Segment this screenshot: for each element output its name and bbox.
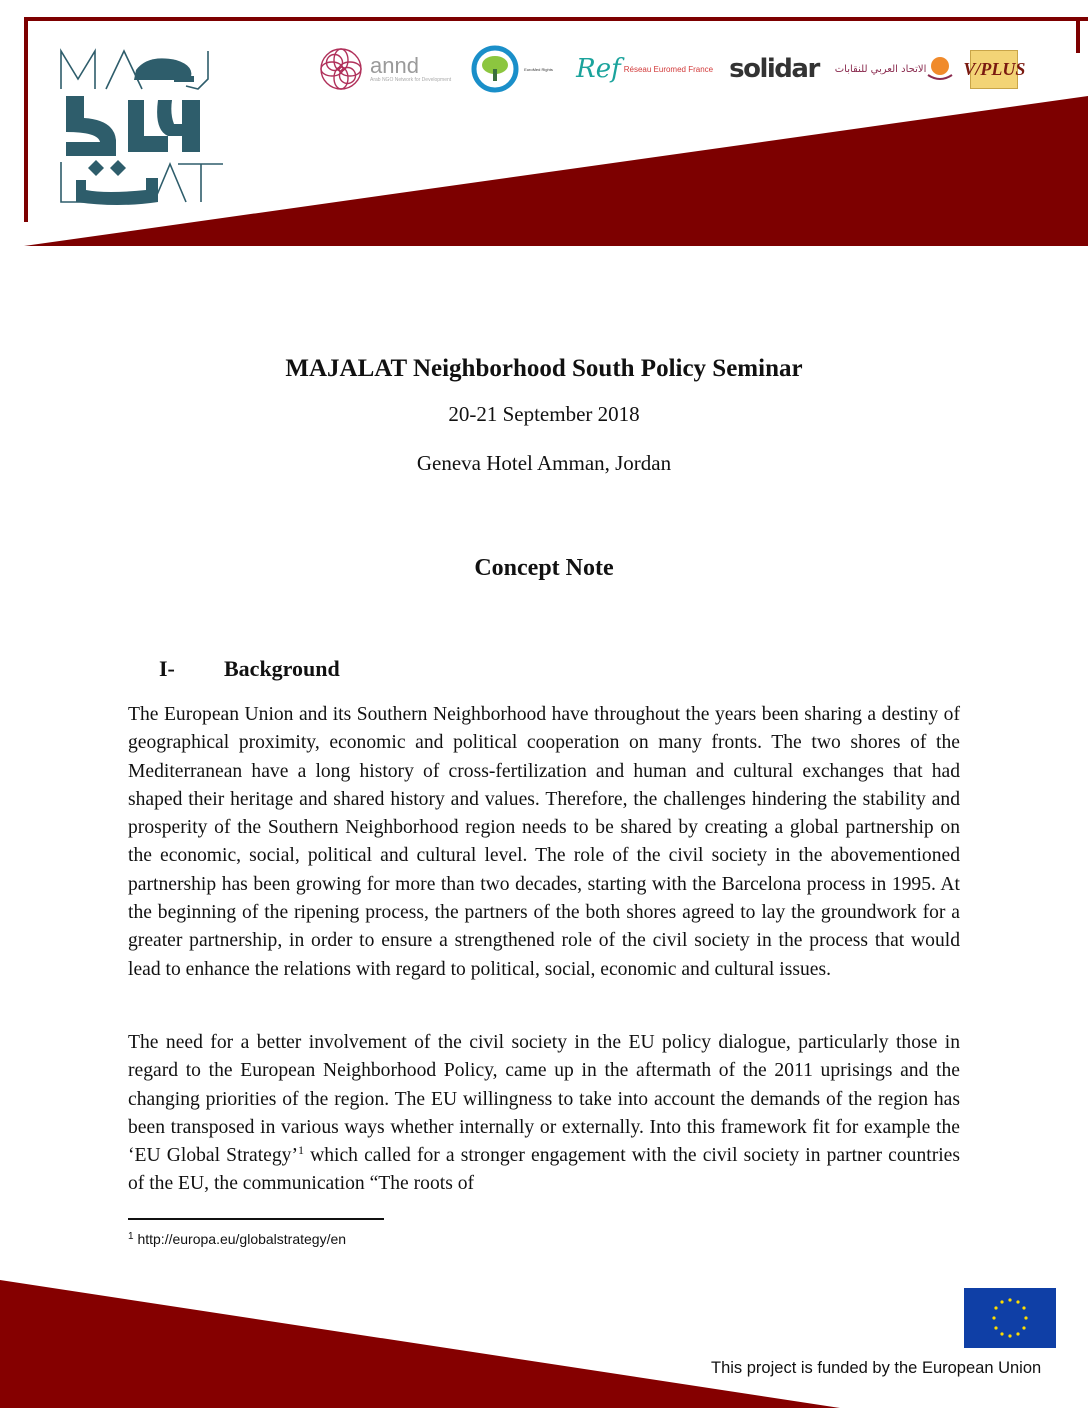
annd-flower-icon: [316, 45, 366, 93]
document-subtitle: Concept Note: [474, 555, 614, 581]
section-heading: [159, 654, 340, 684]
eu-funding-caption: This project is funded by the European Union: [711, 1359, 1042, 1377]
annd-wordmark: annd: [370, 52, 419, 78]
annd-subtitle: Arab NGO Network for Development: [370, 76, 452, 83]
paragraph-text-part: The need for a better involvement of the civil society in the EU policy dialogue, particularly those in regard to the European Neighborhood Policy, came up in the aftermath of the 2011 uprisings and the changing priorities of the region. The EU willingness to take into account the demands of the region has been transposed in various ways whether internally or externally. Into this framework fit for example the ‘EU Global Strategy’: [128, 1032, 960, 1167]
euromed-rights-label: EuroMed Rights: [524, 66, 553, 72]
footnote-link[interactable]: http://europa.eu/globalstrategy/en: [137, 1231, 347, 1247]
footer-red-wedge: [0, 1270, 1088, 1408]
eu-flag-icon: [964, 1288, 1056, 1348]
euromed-rights-tree-icon: [471, 45, 519, 93]
paragraph-text: [128, 1029, 960, 1199]
footnote-separator: [128, 1218, 384, 1220]
partner-euromed-rights: [471, 45, 560, 93]
paragraph-text: The European Union and its Southern Neighborhood have throughout the years been sharing a destiny of geographical proximity, economic and political cooperation on many fronts. The two shores of the Mediterranean have a long history of cross-fertilization and human and cultural exchanges that had shaped their heritage and shared history and values. Therefore, the challenges hindering the stability and prosperity of the Southern Neighborhood region needs to be shared by creating a global partnership on the economic, social, political and cultural level. The role of the civil society in the abovementioned partnership has been growing for more than two decades, starting with the Barcelona process in 1995. At the beginning of the ripening process, the partners of the both shores agreed to lay the groundwork for a greater partnership, in order to ensure a strengthened role of the civil society in the process that would lead to enhance the relations with regard to political, social, economic and cultural issues.: [128, 704, 960, 980]
vplus-logo: V/PLUS: [970, 50, 1018, 89]
solidar-wordmark: solidar: [729, 54, 819, 84]
majalat-logo: [58, 44, 228, 209]
arab-union-sun-icon: [926, 55, 954, 83]
partner-ref: [576, 56, 713, 82]
ref-subtitle: Réseau Euromed France: [623, 64, 714, 74]
section-title: Background: [224, 656, 340, 681]
partner-annd: [316, 45, 451, 93]
arab-union-wordmark: الاتحاد العربي للنقابات: [834, 63, 927, 75]
title-block: [0, 352, 1088, 477]
event-venue: Geneva Hotel Amman, Jordan: [416, 451, 672, 475]
partner-solidar: [729, 54, 819, 84]
footnote-number: 1: [128, 1231, 134, 1242]
background-paragraph-2: [128, 1029, 960, 1199]
footnote: [128, 1229, 346, 1249]
partner-logos: [316, 44, 1026, 94]
footnote-reference[interactable]: 1: [298, 1143, 304, 1158]
background-paragraph-1: [128, 701, 960, 984]
event-date: 20-21 September 2018: [448, 402, 640, 426]
section-number: I-: [159, 656, 175, 681]
document-title: MAJALAT Neighborhood South Policy Seminar: [285, 355, 803, 382]
partner-arab-trade-union: [835, 55, 955, 83]
ref-wordmark: Ref: [576, 54, 621, 84]
paragraph-text-part: which called for a stronger engagement with the civil society in partner countries of the EU, the communication “The roots of: [128, 1145, 960, 1195]
